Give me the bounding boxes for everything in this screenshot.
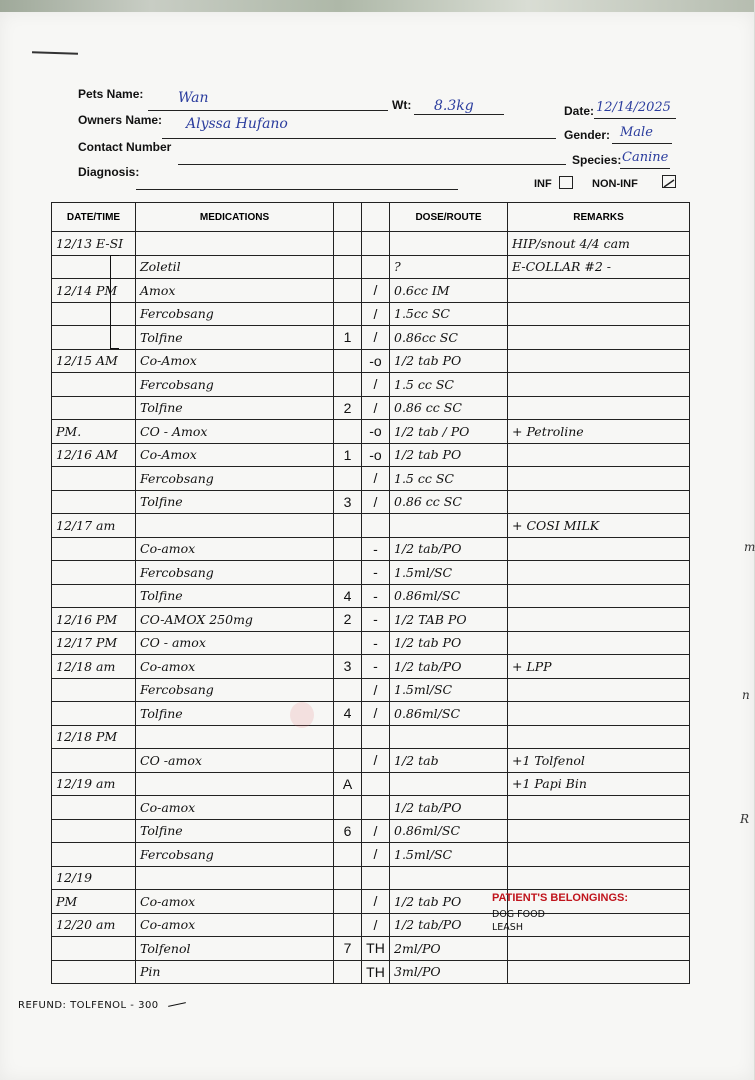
date-cell[interactable]: 12/13 E-SI — [52, 232, 136, 256]
date-cell[interactable]: 12/17 PM — [52, 631, 136, 655]
check-cell-2[interactable]: / — [362, 326, 390, 350]
medication-cell[interactable]: Fercobsang — [136, 561, 334, 585]
check-cell-2[interactable] — [362, 866, 390, 890]
remarks-cell[interactable] — [508, 396, 690, 420]
dose-route-cell[interactable] — [390, 866, 508, 890]
check-cell-1[interactable]: 6 — [334, 819, 362, 843]
check-cell-2[interactable]: / — [362, 490, 390, 514]
table-row — [52, 443, 690, 467]
date-cell[interactable] — [52, 490, 136, 514]
dose-route-cell[interactable]: 1/2 tab/PO — [390, 913, 508, 937]
date-label: Date: — [564, 104, 595, 118]
check-cell-2[interactable]: - — [362, 631, 390, 655]
check-cell-2[interactable]: / — [362, 302, 390, 326]
check-cell-1[interactable] — [334, 420, 362, 444]
check-cell-1[interactable]: 7 — [334, 937, 362, 961]
table-row — [52, 819, 690, 843]
check-cell-1[interactable] — [334, 279, 362, 303]
check-cell-2[interactable] — [362, 772, 390, 796]
date-cell[interactable] — [52, 326, 136, 350]
table-row — [52, 678, 690, 702]
remarks-cell[interactable] — [508, 561, 690, 585]
check-cell-1[interactable] — [334, 678, 362, 702]
check-cell-1[interactable] — [334, 631, 362, 655]
date-value[interactable]: 12/14/2025 — [596, 100, 671, 115]
remarks-cell[interactable]: E-COLLAR #2 - — [508, 255, 690, 279]
species-value[interactable]: Canine — [622, 150, 669, 165]
remarks-cell[interactable] — [508, 843, 690, 867]
table-row — [52, 749, 690, 773]
col-header-dose-route: DOSE/ROUTE — [390, 203, 508, 232]
remarks-cell[interactable]: + Petroline — [508, 420, 690, 444]
date-line — [594, 118, 676, 119]
dose-route-cell[interactable]: 0.86ml/SC — [390, 819, 508, 843]
medication-cell[interactable] — [136, 232, 334, 256]
check-cell-2[interactable]: - — [362, 561, 390, 585]
remarks-cell[interactable] — [508, 608, 690, 632]
col-header-check-1 — [334, 203, 362, 232]
check-cell-1[interactable]: A — [334, 772, 362, 796]
noninf-label: NON-INF — [592, 178, 638, 190]
diagnosis-line — [136, 189, 458, 190]
medication-cell[interactable]: Tolfine — [136, 819, 334, 843]
dose-route-cell[interactable] — [390, 232, 508, 256]
check-cell-2[interactable]: / — [362, 373, 390, 397]
medication-bracket — [110, 255, 119, 349]
medication-cell[interactable]: Co-amox — [136, 796, 334, 820]
medication-cell[interactable]: Zoletil — [136, 255, 334, 279]
col-header-medications: MEDICATIONS — [136, 203, 334, 232]
check-cell-1[interactable] — [334, 749, 362, 773]
remarks-cell[interactable] — [508, 373, 690, 397]
medication-cell[interactable]: Tolfine — [136, 396, 334, 420]
check-cell-2[interactable]: - — [362, 537, 390, 561]
contact-number-label: Contact Number — [78, 140, 172, 154]
dose-route-cell[interactable]: 1.5ml/SC — [390, 843, 508, 867]
check-cell-1[interactable]: 3 — [334, 490, 362, 514]
table-row — [52, 373, 690, 397]
dose-route-cell[interactable]: 1/2 tab — [390, 749, 508, 773]
check-cell-1[interactable] — [334, 561, 362, 585]
table-header-row — [52, 203, 690, 232]
pets-name-label: Pets Name: — [78, 87, 144, 101]
check-cell-1[interactable] — [334, 913, 362, 937]
medication-cell[interactable]: Fercobsang — [136, 678, 334, 702]
check-cell-1[interactable] — [334, 302, 362, 326]
date-cell[interactable] — [52, 702, 136, 726]
table-row — [52, 279, 690, 303]
medication-cell[interactable]: Co-amox — [136, 890, 334, 914]
date-cell[interactable] — [52, 467, 136, 491]
medication-cell[interactable]: Tolfine — [136, 702, 334, 726]
dose-route-cell[interactable]: 1/2 tab PO — [390, 890, 508, 914]
table-row — [52, 937, 690, 961]
medication-cell[interactable]: CO -amox — [136, 749, 334, 773]
pen-stroke — [168, 1002, 186, 1007]
remarks-cell[interactable] — [508, 279, 690, 303]
dose-route-cell[interactable]: 1.5 cc SC — [390, 467, 508, 491]
remarks-cell[interactable] — [508, 584, 690, 608]
date-cell[interactable]: 12/18 am — [52, 655, 136, 679]
dose-route-cell[interactable]: 0.86cc SC — [390, 326, 508, 350]
table-row — [52, 631, 690, 655]
diagnosis-label: Diagnosis: — [78, 165, 140, 179]
dose-route-cell[interactable]: 1/2 tab PO — [390, 631, 508, 655]
check-cell-1[interactable] — [334, 255, 362, 279]
medication-cell[interactable]: Tolfenol — [136, 937, 334, 961]
medication-cell[interactable] — [136, 772, 334, 796]
treatment-sheet — [0, 12, 754, 1080]
date-cell[interactable]: 12/18 PM — [52, 725, 136, 749]
pets-name-line — [148, 110, 388, 111]
check-cell-2[interactable]: / — [362, 396, 390, 420]
check-cell-2[interactable] — [362, 255, 390, 279]
inf-checkbox[interactable] — [559, 176, 573, 189]
remarks-cell[interactable] — [508, 302, 690, 326]
date-cell[interactable] — [52, 537, 136, 561]
check-cell-1[interactable]: 1 — [334, 443, 362, 467]
col-header-remarks: REMARKS — [508, 203, 690, 232]
remarks-cell[interactable] — [508, 326, 690, 350]
gender-label: Gender: — [564, 128, 611, 142]
check-mark-icon — [663, 179, 675, 189]
table-row — [52, 467, 690, 491]
medication-cell[interactable] — [136, 725, 334, 749]
check-cell-2[interactable] — [362, 232, 390, 256]
remarks-cell[interactable]: +1 Papi Bin — [508, 772, 690, 796]
check-cell-2[interactable]: / — [362, 913, 390, 937]
check-cell-2[interactable]: -o — [362, 420, 390, 444]
noninf-checkbox[interactable] — [662, 175, 676, 188]
table-row — [52, 255, 690, 279]
check-cell-2[interactable]: / — [362, 467, 390, 491]
table-row — [52, 232, 690, 256]
medication-cell[interactable]: Co-amox — [136, 537, 334, 561]
medication-cell[interactable]: Tolfine — [136, 326, 334, 350]
owners-name-line — [162, 138, 556, 139]
date-cell[interactable]: 12/19 — [52, 866, 136, 890]
check-cell-2[interactable]: -o — [362, 443, 390, 467]
remarks-cell[interactable]: HIP/snout 4/4 cam — [508, 232, 690, 256]
table-row — [52, 655, 690, 679]
remarks-cell[interactable] — [508, 725, 690, 749]
date-cell[interactable]: 12/19 am — [52, 772, 136, 796]
table-row — [52, 561, 690, 585]
medication-cell[interactable]: Fercobsang — [136, 467, 334, 491]
table-row — [52, 420, 690, 444]
check-cell-2[interactable] — [362, 796, 390, 820]
check-cell-1[interactable]: 4 — [334, 702, 362, 726]
table-row — [52, 772, 690, 796]
date-cell[interactable]: 12/16 PM — [52, 608, 136, 632]
remarks-cell[interactable]: + COSI MILK — [508, 514, 690, 538]
date-cell[interactable] — [52, 373, 136, 397]
contact-number-line — [178, 164, 566, 165]
remarks-cell[interactable] — [508, 467, 690, 491]
date-cell[interactable] — [52, 396, 136, 420]
check-cell-1[interactable] — [334, 349, 362, 373]
red-stain — [290, 702, 314, 728]
date-cell[interactable]: 12/15 AM — [52, 349, 136, 373]
dose-route-cell[interactable]: 1/2 tab/PO — [390, 655, 508, 679]
table-row — [52, 725, 690, 749]
remarks-cell[interactable] — [508, 796, 690, 820]
date-cell[interactable]: 12/17 am — [52, 514, 136, 538]
inf-label: INF — [534, 178, 552, 190]
dose-route-cell[interactable]: 1.5 cc SC — [390, 373, 508, 397]
check-cell-2[interactable]: / — [362, 843, 390, 867]
date-cell[interactable] — [52, 678, 136, 702]
remarks-cell[interactable] — [508, 443, 690, 467]
table-row — [52, 702, 690, 726]
remarks-cell[interactable] — [508, 937, 690, 961]
remarks-cell[interactable] — [508, 702, 690, 726]
check-cell-2[interactable]: TH — [362, 960, 390, 984]
col-header-date: DATE/TIME — [52, 203, 136, 232]
medication-cell[interactable]: Tolfine — [136, 584, 334, 608]
check-cell-2[interactable]: -o — [362, 349, 390, 373]
dose-route-cell[interactable]: 0.86 cc SC — [390, 396, 508, 420]
dose-route-cell[interactable]: 3ml/PO — [390, 960, 508, 984]
date-cell[interactable] — [52, 796, 136, 820]
dose-route-cell[interactable]: ? — [390, 255, 508, 279]
medication-cell[interactable] — [136, 866, 334, 890]
dose-route-cell[interactable]: 1/2 tab PO — [390, 349, 508, 373]
check-cell-1[interactable]: 1 — [334, 326, 362, 350]
dose-route-cell[interactable]: 2ml/PO — [390, 937, 508, 961]
dose-route-cell[interactable]: 1/2 tab/PO — [390, 537, 508, 561]
check-cell-2[interactable]: / — [362, 890, 390, 914]
check-cell-1[interactable] — [334, 866, 362, 890]
check-cell-1[interactable] — [334, 514, 362, 538]
dose-route-cell[interactable] — [390, 772, 508, 796]
date-cell[interactable] — [52, 584, 136, 608]
check-cell-1[interactable]: 3 — [334, 655, 362, 679]
col-header-check-2 — [362, 203, 390, 232]
check-cell-2[interactable] — [362, 725, 390, 749]
date-cell[interactable] — [52, 302, 136, 326]
date-cell[interactable]: 12/14 PM — [52, 279, 136, 303]
check-cell-2[interactable]: / — [362, 749, 390, 773]
gender-value[interactable]: Male — [620, 125, 653, 140]
remarks-cell[interactable] — [508, 631, 690, 655]
check-cell-2[interactable]: - — [362, 584, 390, 608]
gender-line — [612, 143, 672, 144]
medication-cell[interactable]: Co-amox — [136, 655, 334, 679]
check-cell-1[interactable]: 4 — [334, 584, 362, 608]
medication-cell[interactable]: Co-Amox — [136, 443, 334, 467]
weight-label: Wt: — [392, 98, 412, 112]
remarks-cell[interactable]: +1 Tolfenol — [508, 749, 690, 773]
table-row — [52, 514, 690, 538]
check-cell-2[interactable]: / — [362, 279, 390, 303]
medication-cell[interactable]: Co-amox — [136, 913, 334, 937]
check-cell-1[interactable] — [334, 232, 362, 256]
remarks-cell[interactable] — [508, 866, 690, 890]
treatment-table — [51, 202, 690, 984]
check-cell-2[interactable]: / — [362, 702, 390, 726]
check-cell-1[interactable]: 2 — [334, 396, 362, 420]
date-cell[interactable] — [52, 960, 136, 984]
remarks-cell[interactable] — [508, 819, 690, 843]
check-cell-2[interactable]: / — [362, 678, 390, 702]
table-row — [52, 490, 690, 514]
date-cell[interactable] — [52, 749, 136, 773]
medication-cell[interactable] — [136, 514, 334, 538]
dose-route-cell[interactable]: 1/2 tab/PO — [390, 796, 508, 820]
remarks-cell[interactable] — [508, 490, 690, 514]
dose-route-cell[interactable] — [390, 725, 508, 749]
date-cell[interactable]: PM — [52, 890, 136, 914]
remarks-cell[interactable] — [508, 678, 690, 702]
check-cell-2[interactable]: - — [362, 655, 390, 679]
dose-route-cell[interactable]: 1/2 TAB PO — [390, 608, 508, 632]
medication-cell[interactable]: Tolfine — [136, 490, 334, 514]
edge-mark: n — [742, 688, 750, 702]
dose-route-cell[interactable]: 0.6cc IM — [390, 279, 508, 303]
date-cell[interactable] — [52, 561, 136, 585]
table-row — [52, 396, 690, 420]
date-cell[interactable]: 12/16 AM — [52, 443, 136, 467]
edge-mark: m — [744, 540, 755, 554]
table-row — [52, 584, 690, 608]
table-row — [52, 843, 690, 867]
remarks-cell[interactable]: + LPP — [508, 655, 690, 679]
medication-cell[interactable]: Pin — [136, 960, 334, 984]
table-row — [52, 302, 690, 326]
pen-mark — [32, 51, 78, 55]
check-cell-1[interactable] — [334, 960, 362, 984]
table-row — [52, 796, 690, 820]
refund-note: REFUND: TOLFENOL - 300 — [18, 1000, 159, 1011]
check-cell-1[interactable]: 2 — [334, 608, 362, 632]
belongings-item: LEASH — [492, 922, 523, 933]
medication-cell[interactable]: CO - amox — [136, 631, 334, 655]
remarks-cell[interactable] — [508, 349, 690, 373]
medication-cell[interactable]: Co-Amox — [136, 349, 334, 373]
dose-route-cell[interactable] — [390, 514, 508, 538]
dose-route-cell[interactable]: 1/2 tab PO — [390, 443, 508, 467]
check-cell-1[interactable] — [334, 796, 362, 820]
medication-cell[interactable]: Fercobsang — [136, 843, 334, 867]
belongings-item: DOG FOOD — [492, 909, 545, 920]
table-row — [52, 326, 690, 350]
medication-cell[interactable]: CO - Amox — [136, 420, 334, 444]
table-row — [52, 608, 690, 632]
dose-route-cell[interactable]: 0.86ml/SC — [390, 584, 508, 608]
weight-value[interactable]: 8.3kg — [434, 98, 474, 114]
date-cell[interactable]: 12/20 am — [52, 913, 136, 937]
medication-cell[interactable]: Fercobsang — [136, 302, 334, 326]
check-cell-1[interactable] — [334, 890, 362, 914]
check-cell-2[interactable] — [362, 514, 390, 538]
dose-route-cell[interactable]: 0.86 cc SC — [390, 490, 508, 514]
date-cell[interactable]: PM. — [52, 420, 136, 444]
check-cell-1[interactable] — [334, 373, 362, 397]
edge-mark: R — [740, 812, 750, 826]
table-row — [52, 866, 690, 890]
dose-route-cell[interactable]: 0.86ml/SC — [390, 702, 508, 726]
dose-route-cell[interactable]: 1.5ml/SC — [390, 678, 508, 702]
date-cell[interactable] — [52, 819, 136, 843]
dose-route-cell[interactable]: 1.5ml/SC — [390, 561, 508, 585]
medication-cell[interactable]: Fercobsang — [136, 373, 334, 397]
medication-cell[interactable]: Amox — [136, 279, 334, 303]
species-label: Species: — [572, 153, 622, 167]
weight-line — [414, 114, 504, 115]
pets-name-value[interactable]: Wan — [178, 90, 209, 106]
check-cell-1[interactable] — [334, 537, 362, 561]
dose-route-cell[interactable]: 1/2 tab / PO — [390, 420, 508, 444]
check-cell-1[interactable] — [334, 467, 362, 491]
medication-cell[interactable]: CO-AMOX 250mg — [136, 608, 334, 632]
check-cell-2[interactable]: / — [362, 819, 390, 843]
date-cell[interactable] — [52, 843, 136, 867]
patient-belongings — [492, 892, 692, 933]
owners-name-value[interactable]: Alyssa Hufano — [186, 116, 288, 132]
table-row — [52, 960, 690, 984]
date-cell[interactable] — [52, 937, 136, 961]
check-cell-1[interactable] — [334, 725, 362, 749]
remarks-cell[interactable] — [508, 537, 690, 561]
species-line — [620, 168, 670, 169]
date-cell[interactable] — [52, 255, 136, 279]
check-cell-2[interactable]: TH — [362, 937, 390, 961]
belongings-title: PATIENT'S BELONGINGS: — [492, 892, 629, 904]
remarks-cell[interactable] — [508, 960, 690, 984]
owners-name-label: Owners Name: — [78, 113, 163, 127]
table-row — [52, 349, 690, 373]
dose-route-cell[interactable]: 1.5cc SC — [390, 302, 508, 326]
check-cell-2[interactable]: - — [362, 608, 390, 632]
table-row — [52, 537, 690, 561]
check-cell-1[interactable] — [334, 843, 362, 867]
